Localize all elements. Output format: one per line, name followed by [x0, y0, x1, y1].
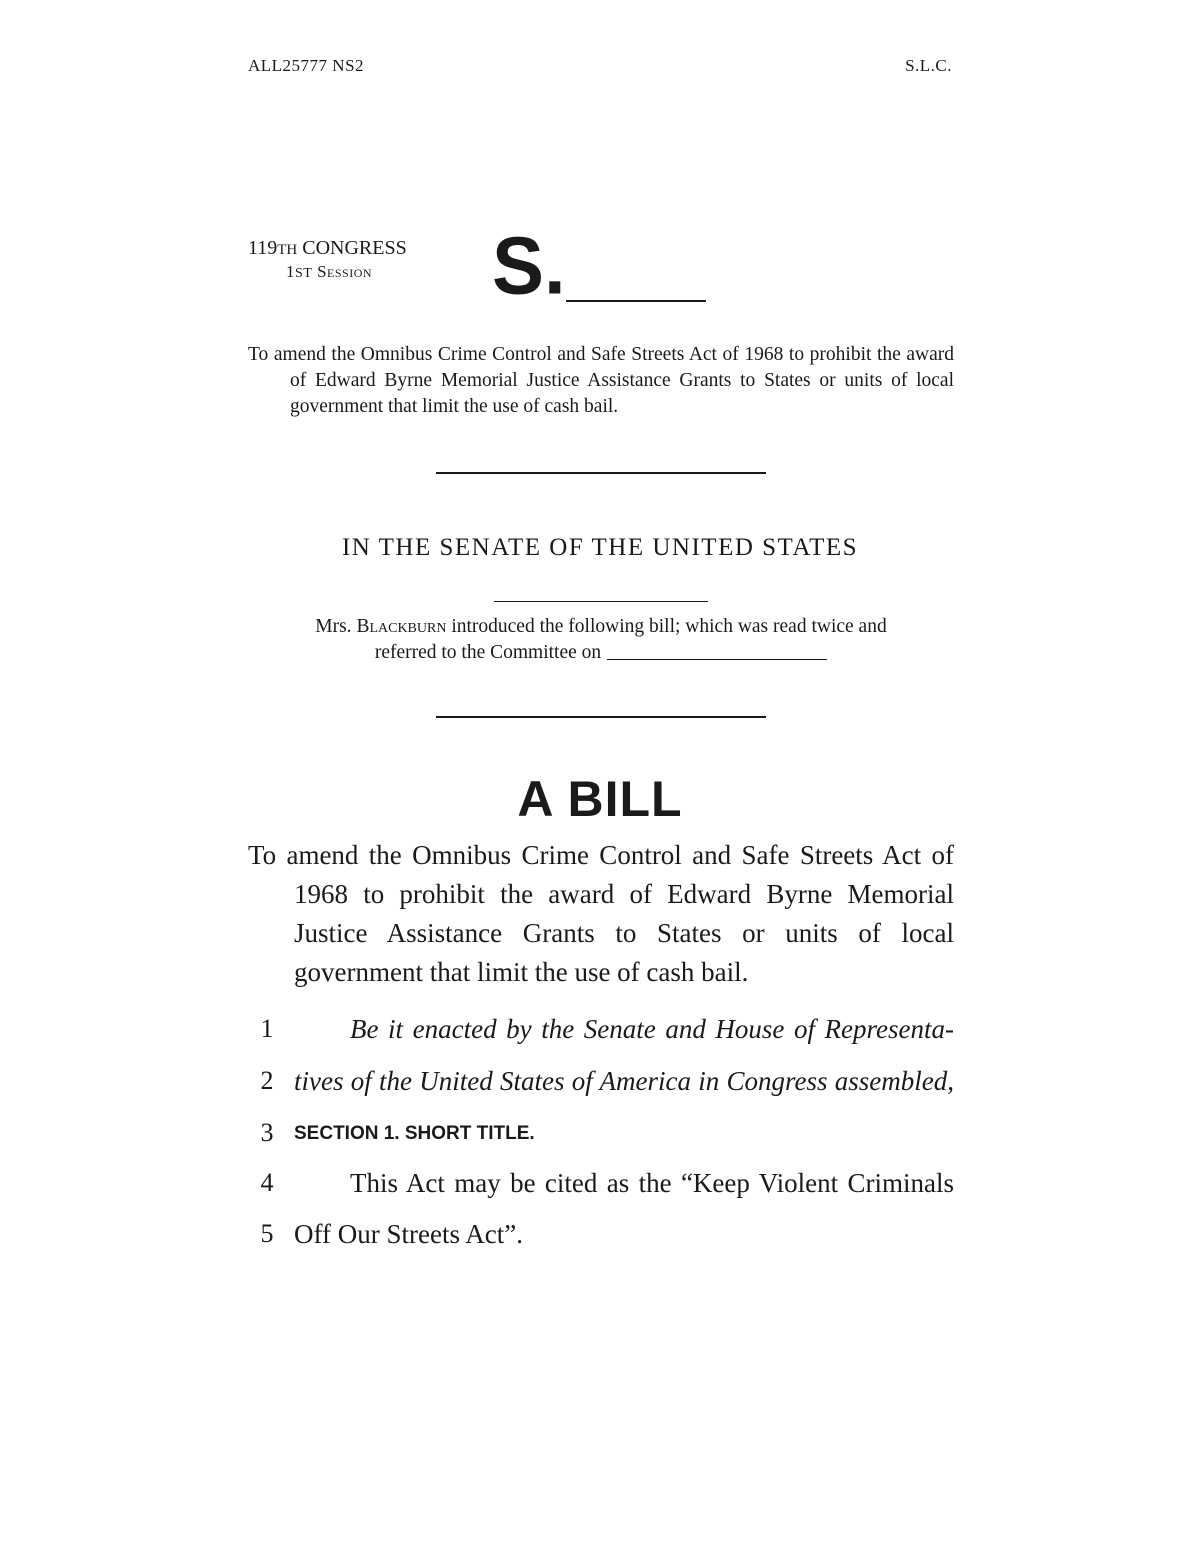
session-label — [286, 262, 372, 282]
introduction-text-2: referred to the Committee on — [374, 642, 602, 663]
sponsor-name: Blackburn — [356, 616, 447, 637]
bill-heading: A BILL — [517, 771, 683, 827]
congress-number-suffix: TH — [277, 242, 298, 258]
introduction — [248, 614, 954, 666]
long-title: To amend the Omnibus Crime Control and Safe Streets Act of 1968 to prohibit the award of Edward Byrne Memorial Justice Assistance Grants to States or units of local government that limit the use of cash bail. — [248, 840, 954, 987]
bill-number-blank — [566, 300, 706, 302]
committee-blank — [607, 659, 827, 660]
enacting-clause-line-1: Be it enacted by the Senate and House of Representa- — [350, 1014, 954, 1044]
congress-label — [248, 236, 407, 262]
bill-prefix: S. — [492, 218, 566, 312]
congress-number: 119 — [248, 237, 278, 259]
session-number-suffix: ST — [295, 266, 313, 281]
chamber-heading: IN THE SENATE OF THE UNITED STATES — [341, 534, 859, 561]
line-number: 2 — [260, 1066, 274, 1095]
session-number: 1 — [286, 262, 295, 281]
office-code: S.L.C. — [905, 56, 952, 75]
line-number: 3 — [260, 1118, 274, 1147]
introduction-line-1 — [248, 614, 954, 640]
divider-rule — [494, 601, 708, 602]
divider-rule — [436, 472, 766, 474]
introduction-text-1: introduced the following bill; which was read twice and — [451, 616, 887, 637]
section-text-line-2: Off Our Streets Act”. — [294, 1219, 523, 1249]
document-id: ALL25777 NS2 — [248, 56, 365, 75]
enacting-clause-line-2: tives of the United States of America in Congress assembled, — [294, 1066, 954, 1096]
line-number: 4 — [260, 1168, 274, 1197]
introduction-line-2 — [248, 640, 954, 666]
session-word: Session — [317, 262, 373, 281]
section-heading: SECTION 1. SHORT TITLE. — [294, 1123, 535, 1144]
divider-rule — [436, 716, 766, 718]
line-number: 5 — [260, 1219, 274, 1248]
sponsor-title: Mrs. — [315, 616, 352, 637]
congress-word: CONGRESS — [302, 237, 407, 259]
line-number: 1 — [260, 1014, 274, 1043]
section-text-line-1: This Act may be cited as the “Keep Violent Criminals — [350, 1168, 954, 1198]
short-title: To amend the Omnibus Crime Control and Safe Streets Act of 1968 to prohibit the award of Edward Byrne Memorial Justice Assistance Grants to States or units of local government that limit the use of cash bail. — [248, 344, 954, 417]
